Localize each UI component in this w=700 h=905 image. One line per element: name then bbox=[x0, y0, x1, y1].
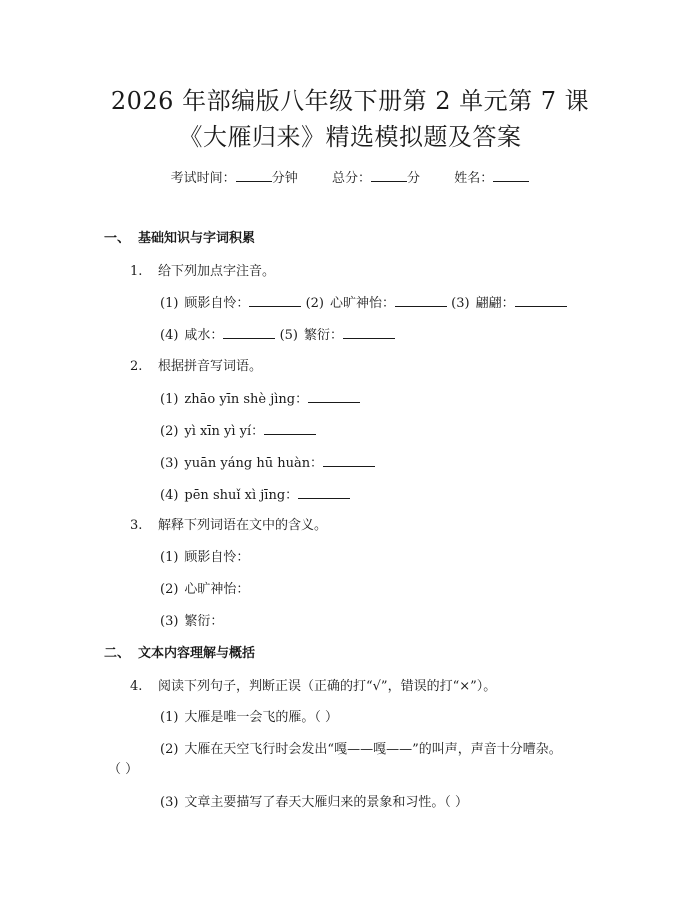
item-text: 大雁是唯一会飞的雁。（ ） bbox=[184, 710, 339, 725]
section-title: 基础知识与字词积累 bbox=[138, 231, 256, 246]
answer-blank[interactable] bbox=[249, 293, 301, 307]
total-score-blank[interactable] bbox=[371, 168, 407, 182]
item-text: zhāo yīn shè jìng： bbox=[184, 392, 309, 407]
question-text: 根据拼音写词语。 bbox=[158, 359, 263, 374]
exam-info-line bbox=[0, 168, 700, 189]
answer-blank[interactable] bbox=[223, 325, 275, 339]
item-text: yuān yáng hū huàn： bbox=[184, 456, 324, 471]
item-label: (1) bbox=[160, 392, 179, 407]
question-3 bbox=[130, 516, 327, 536]
question-text: 给下列加点字注音。 bbox=[158, 264, 276, 279]
item-label: (3) bbox=[160, 795, 179, 810]
item-label: (5) bbox=[279, 328, 298, 343]
item-text: （ ） bbox=[108, 762, 139, 777]
q3-item-1 bbox=[160, 548, 249, 568]
section-title: 文本内容理解与概括 bbox=[138, 646, 256, 661]
item-text: 咸水： bbox=[184, 328, 224, 343]
question-1 bbox=[130, 262, 275, 282]
q2-item-4 bbox=[160, 485, 350, 506]
item-label: (4) bbox=[160, 328, 179, 343]
section-number: 一、 bbox=[104, 231, 131, 246]
answer-blank[interactable] bbox=[395, 293, 447, 307]
item-label: (1) bbox=[160, 550, 179, 565]
item-text: 顾影自怜： bbox=[184, 550, 250, 565]
q2-item-2 bbox=[160, 421, 316, 442]
section-heading-2 bbox=[104, 644, 255, 664]
item-label: (1) bbox=[160, 710, 179, 725]
answer-blank[interactable] bbox=[515, 293, 567, 307]
page-title-line-2: 《大雁归来》精选模拟题及答案 bbox=[178, 123, 522, 151]
item-label: (2) bbox=[160, 742, 179, 757]
q1-row-2 bbox=[160, 325, 395, 346]
answer-blank[interactable] bbox=[298, 485, 350, 499]
exam-time-unit: 分钟 bbox=[271, 171, 298, 186]
question-text: 阅读下列句子，判断正误（正确的打“√”，错误的打“×”）。 bbox=[158, 679, 497, 694]
exam-time-label: 考试时间： bbox=[170, 171, 236, 186]
item-text: pēn shuǐ xì jīng： bbox=[184, 488, 299, 503]
question-number: 2. bbox=[130, 359, 143, 374]
item-label: (4) bbox=[160, 488, 179, 503]
question-number: 1. bbox=[130, 264, 143, 279]
q4-item-2-bracket bbox=[108, 760, 138, 780]
total-score-label: 总分： bbox=[331, 171, 371, 186]
item-text: 心旷神怡： bbox=[330, 296, 396, 311]
question-4 bbox=[130, 677, 496, 697]
name-label: 姓名： bbox=[454, 171, 494, 186]
item-text: 繁衍： bbox=[304, 328, 344, 343]
answer-blank[interactable] bbox=[264, 421, 316, 435]
q1-row-1 bbox=[160, 293, 567, 314]
item-text: 大雁在天空飞行时会发出“嘎——嘎——”的叫声，声音十分嘈杂。 bbox=[184, 742, 562, 757]
item-label: (3) bbox=[160, 456, 179, 471]
answer-blank[interactable] bbox=[343, 325, 395, 339]
q2-item-3 bbox=[160, 453, 375, 474]
item-label: (2) bbox=[305, 296, 324, 311]
q4-item-1 bbox=[160, 708, 338, 728]
item-text: 翩翩： bbox=[475, 296, 515, 311]
q3-item-2 bbox=[160, 580, 249, 600]
question-number: 4. bbox=[130, 679, 143, 694]
item-label: (2) bbox=[160, 582, 179, 597]
name-blank[interactable] bbox=[493, 168, 529, 182]
question-text: 解释下列词语在文中的含义。 bbox=[158, 518, 328, 533]
item-text: 顾影自怜： bbox=[184, 296, 250, 311]
item-label: (1) bbox=[160, 296, 179, 311]
item-label: (2) bbox=[160, 424, 179, 439]
item-text: yì xīn yì yí： bbox=[184, 424, 265, 439]
section-heading-1 bbox=[104, 229, 255, 249]
total-score-unit: 分 bbox=[407, 171, 421, 186]
item-label: (3) bbox=[160, 614, 179, 629]
item-text: 文章主要描写了春天大雁归来的景象和习性。（ ） bbox=[184, 795, 469, 810]
section-number: 二、 bbox=[104, 646, 131, 661]
item-label: (3) bbox=[451, 296, 470, 311]
item-text: 繁衍： bbox=[184, 614, 224, 629]
q3-item-3 bbox=[160, 612, 223, 632]
question-2 bbox=[130, 357, 262, 377]
q2-item-1 bbox=[160, 389, 360, 410]
q4-item-2 bbox=[160, 740, 562, 760]
answer-blank[interactable] bbox=[308, 389, 360, 403]
q4-item-3 bbox=[160, 793, 468, 813]
question-number: 3. bbox=[130, 518, 143, 533]
answer-blank[interactable] bbox=[323, 453, 375, 467]
exam-time-blank[interactable] bbox=[236, 168, 272, 182]
item-text: 心旷神怡： bbox=[184, 582, 250, 597]
page-title-line-1: 2026 年部编版八年级下册第 2 单元第 7 课 bbox=[110, 87, 590, 115]
